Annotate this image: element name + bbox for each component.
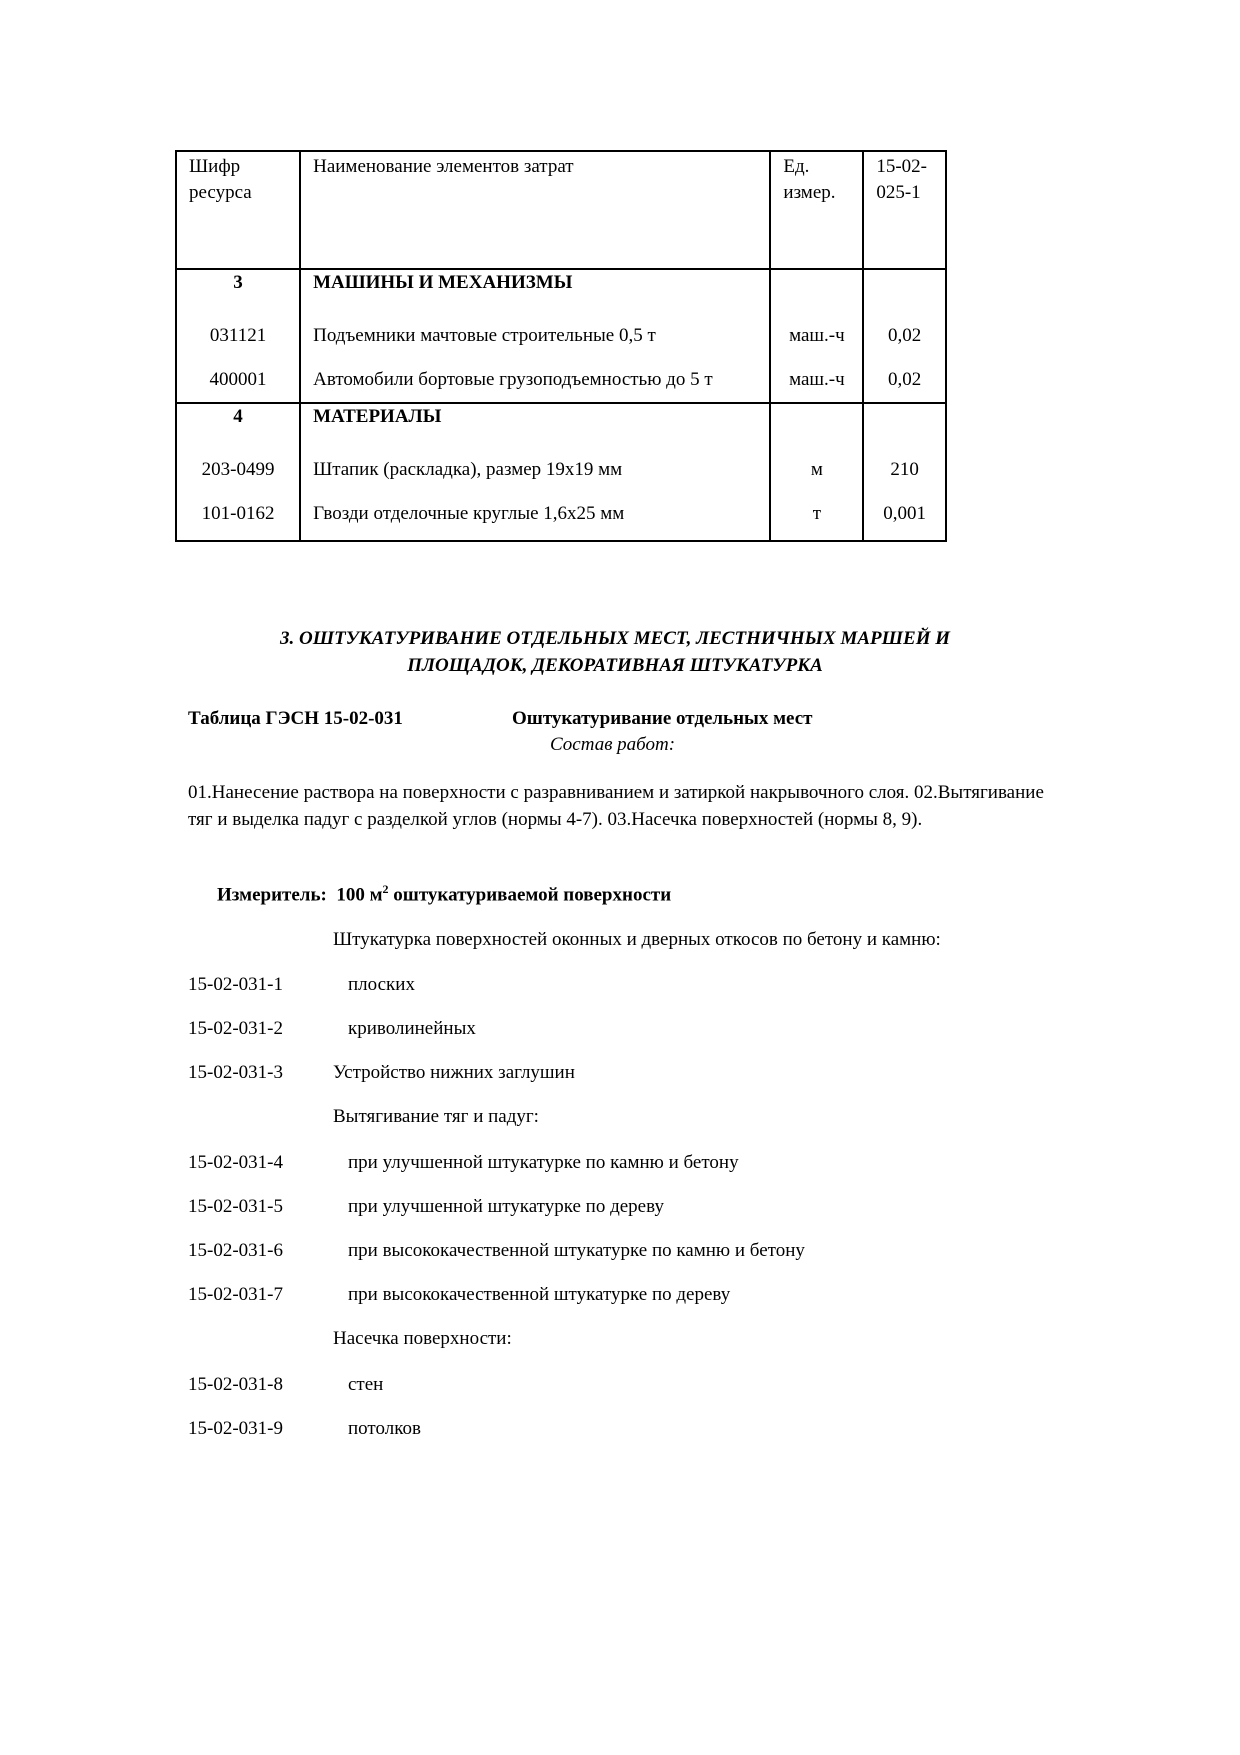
table-section-row	[176, 269, 946, 314]
empty-cell	[770, 269, 863, 314]
resource-table	[175, 150, 947, 542]
header-unit	[770, 151, 863, 269]
table-header-row	[176, 151, 946, 269]
group-heading: Штукатурка поверхностей оконных и дверных откосов по бетону и камню:	[333, 929, 941, 950]
header-line: 15-02-	[876, 156, 927, 177]
header-line: 025-1	[876, 182, 921, 203]
norm-code: 15-02-031-2	[188, 1018, 283, 1039]
norm-code: 15-02-031-8	[188, 1374, 283, 1395]
row-unit: т	[770, 492, 863, 541]
row-unit: маш.-ч	[770, 358, 863, 403]
norm-code: 15-02-031-7	[188, 1284, 283, 1305]
empty-cell	[863, 403, 946, 448]
header-line: измер.	[783, 182, 836, 203]
row-code: 101-0162	[176, 492, 300, 541]
row-unit: м	[770, 448, 863, 492]
header-line: Шифр	[189, 156, 241, 177]
norm-label: криволинейных	[348, 1018, 476, 1039]
table-label: Таблица ГЭСН 15-02-031	[188, 708, 403, 729]
row-code: 203-0499	[176, 448, 300, 492]
table-row	[176, 448, 946, 492]
norm-code: 15-02-031-3	[188, 1062, 283, 1083]
table-section-row	[176, 403, 946, 448]
row-name: Гвозди отделочные круглые 1,6х25 мм	[300, 492, 770, 541]
norm-label: при высококачественной штукатурке по дереву	[348, 1284, 731, 1305]
header-line: Ед.	[783, 156, 810, 177]
table-row	[176, 492, 946, 541]
norm-label: стен	[348, 1374, 384, 1395]
section-heading	[175, 625, 1055, 679]
table-name: Оштукатуривание отдельных мест	[512, 708, 813, 729]
meter-sup: 2	[382, 882, 389, 896]
group-heading: Вытягивание тяг и падуг:	[333, 1106, 539, 1127]
row-value: 0,02	[888, 325, 922, 346]
table-row	[176, 358, 946, 403]
norm-label: при улучшенной штукатурке по дереву	[348, 1196, 664, 1217]
row-name: Автомобили бортовые грузоподъемностью до 5 т	[300, 358, 770, 403]
norm-code: 15-02-031-9	[188, 1418, 283, 1439]
table-row	[176, 314, 946, 358]
norm-label: плоских	[348, 974, 415, 995]
row-value: 0,001	[883, 503, 927, 524]
work-composition-label: Состав работ:	[550, 734, 676, 755]
empty-cell	[770, 403, 863, 448]
section-code: 4	[176, 403, 300, 448]
header-cost-elements: Наименование элементов затрат	[300, 151, 770, 269]
header-line: ресурса	[189, 182, 252, 203]
norm-label: при улучшенной штукатурке по камню и бетону	[348, 1152, 739, 1173]
section-title: МАТЕРИАЛЫ	[300, 403, 770, 448]
norm-label: потолков	[348, 1418, 421, 1439]
row-name: Подъемники мачтовые строительные 0,5 т	[300, 314, 770, 358]
norm-label: при высококачественной штукатурке по камню и бетону	[348, 1240, 805, 1261]
row-value: 210	[890, 459, 919, 480]
section-code: 3	[176, 269, 300, 314]
empty-cell	[863, 269, 946, 314]
norm-code: 15-02-031-4	[188, 1152, 283, 1173]
header-resource-code	[176, 151, 300, 269]
norm-label: Устройство нижних заглушин	[333, 1062, 575, 1083]
row-value: 0,02	[888, 369, 922, 390]
meter-line	[217, 882, 671, 906]
section-heading-line: 3. ОШТУКАТУРИВАНИЕ ОТДЕЛЬНЫХ МЕСТ, ЛЕСТНИЧНЫХ МАРШЕЙ И	[279, 628, 951, 649]
row-unit: маш.-ч	[770, 314, 863, 358]
header-norm-code	[863, 151, 946, 269]
meter-rest: оштукатуриваемой поверхности	[393, 884, 672, 906]
work-description: 01.Нанесение раствора на поверхности с разравниванием и затиркой накрывочного слоя. 02.Вытягивание тяг и выделка падуг с разделкой углов (нормы 4-7). 03.Насечка поверхностей (нормы 8, 9).	[188, 782, 1044, 830]
row-name: Штапик (раскладка), размер 19х19 мм	[300, 448, 770, 492]
section-title: МАШИНЫ И МЕХАНИЗМЫ	[300, 269, 770, 314]
norm-code: 15-02-031-5	[188, 1196, 283, 1217]
norm-code: 15-02-031-6	[188, 1240, 283, 1261]
row-code: 031121	[176, 314, 300, 358]
meter-label: Измеритель:	[217, 884, 327, 906]
norm-code: 15-02-031-1	[188, 974, 283, 995]
row-code: 400001	[176, 358, 300, 403]
meter-value: 100 м	[336, 884, 383, 906]
section-heading-line: ПЛОЩАДОК, ДЕКОРАТИВНАЯ ШТУКАТУРКА	[407, 655, 823, 676]
group-heading: Насечка поверхности:	[333, 1328, 512, 1349]
